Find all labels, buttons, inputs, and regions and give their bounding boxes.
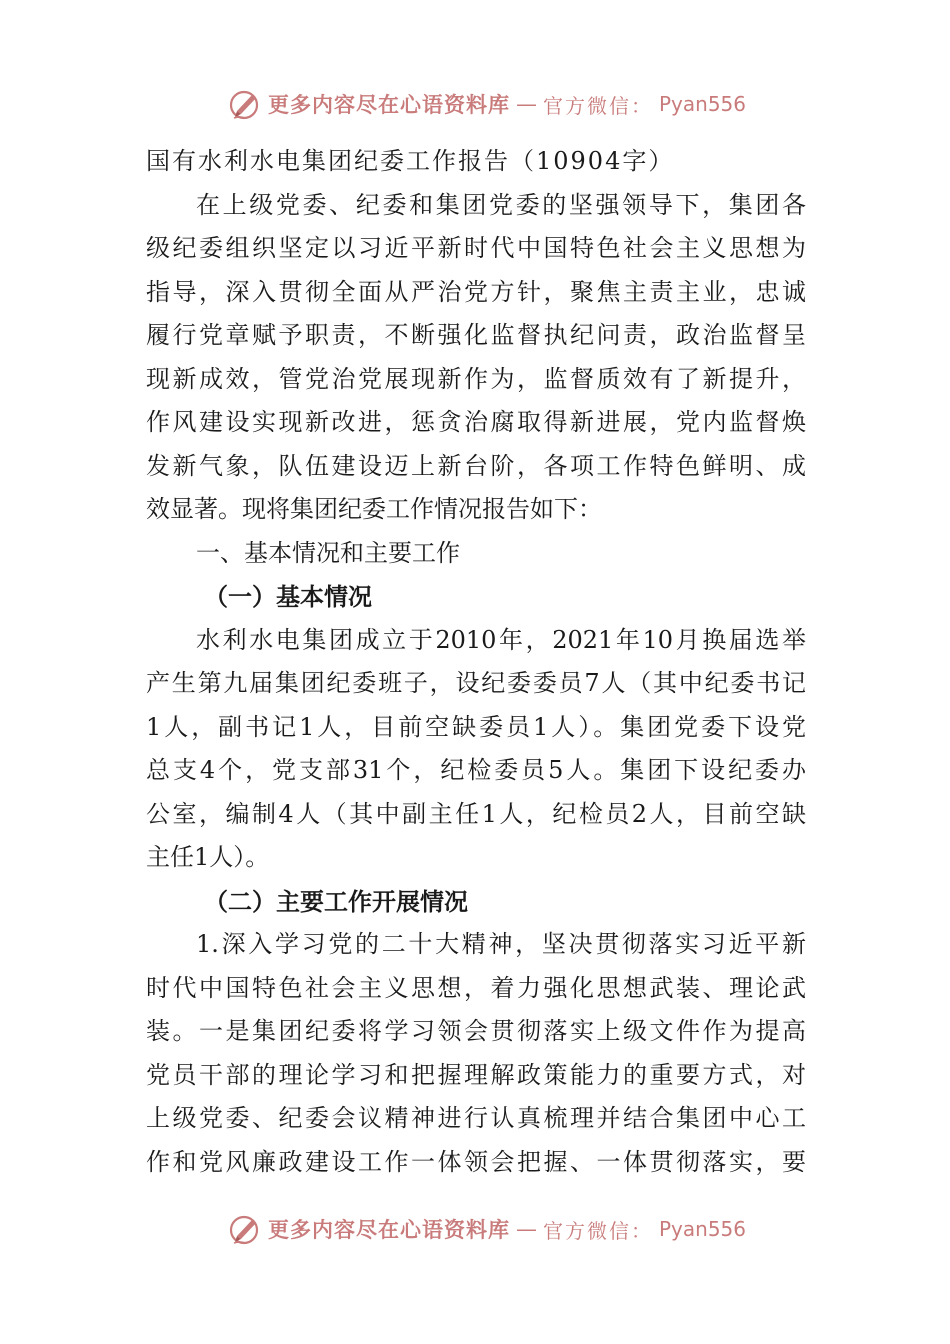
watermark-wechat-id: Pyan556 <box>659 1217 747 1241</box>
paragraph-line: 在上级党委、纪委和集团党委的坚强领导下，集团各 <box>196 190 806 219</box>
paragraph-line: 总支4个，党支部31个，纪检委员5人。集团下设纪委办 <box>146 756 806 784</box>
watermark-label: 官方微信： <box>543 93 653 118</box>
paragraph-line: 履行党章赋予职责，不断强化监督执纪问责，政治监督呈 <box>146 321 806 349</box>
watermark-footer <box>228 1211 748 1247</box>
watermark-wechat-id: Pyan556 <box>659 92 747 116</box>
watermark-brand: 更多内容尽在心语资料库 <box>268 92 510 117</box>
section-heading: 一、基本情况和主要工作 <box>196 538 460 567</box>
watermark-brand: 更多内容尽在心语资料库 <box>268 1217 510 1242</box>
paragraph-line: 作风建设实现新改进，惩贪治腐取得新进展，党内监督焕 <box>146 408 806 436</box>
subsection-heading: （二）主要工作开展情况 <box>204 886 468 916</box>
watermark-label: 官方微信： <box>543 1218 653 1243</box>
paragraph-line: 发新气象，队伍建设迈上新台阶，各项工作特色鲜明、成 <box>146 451 806 480</box>
paragraph-line: 1.深入学习党的二十大精神，坚决贯彻落实习近平新 <box>196 930 806 958</box>
paragraph-line: 1人，副书记1人，目前空缺委员1人）。集团党委下设党 <box>146 712 806 741</box>
paragraph-line: 级纪委组织坚定以习近平新时代中国特色社会主义思想为 <box>146 234 806 262</box>
watermark-dash: — <box>516 92 537 116</box>
paragraph-line: 作和党风廉政建设工作一体领会把握、一体贯彻落实，要 <box>146 1147 806 1176</box>
pen-logo-icon <box>228 87 262 121</box>
pen-logo-icon <box>228 1212 262 1246</box>
document-body <box>146 140 806 1184</box>
paragraph-line: 现新成效，管党治党展现新作为，监督质效有了新提升， <box>146 364 806 393</box>
paragraph-line: 主任1人）。 <box>146 843 270 871</box>
paragraph-line: 效显著。现将集团纪委工作情况报告如下： <box>146 495 602 523</box>
paragraph-line: 公室，编制4人（其中副主任1人，纪检员2人，目前空缺 <box>146 799 806 828</box>
paragraph-line: 党员干部的理论学习和把握理解政策能力的重要方式，对 <box>146 1060 806 1089</box>
paragraph-line: 指导，深入贯彻全面从严治党方针，聚焦主责主业，忠诚 <box>146 277 806 306</box>
paragraph-line: 时代中国特色社会主义思想，着力强化思想武装、理论武 <box>146 973 806 1002</box>
document-title: 国有水利水电集团纪委工作报告（10904字） <box>146 147 675 175</box>
watermark-header <box>228 86 748 122</box>
watermark-dash: — <box>516 1217 537 1241</box>
paragraph-line: 产生第九届集团纪委班子，设纪委委员7人（其中纪委书记 <box>146 669 806 697</box>
subsection-heading: （一）基本情况 <box>204 582 372 611</box>
paragraph-line: 装。一是集团纪委将学习领会贯彻落实上级文件作为提高 <box>146 1017 806 1045</box>
paragraph-line: 上级党委、纪委会议精神进行认真梳理并结合集团中心工 <box>146 1104 806 1132</box>
paragraph-line: 水利水电集团成立于2010年，2021年10月换届选举 <box>196 625 806 654</box>
